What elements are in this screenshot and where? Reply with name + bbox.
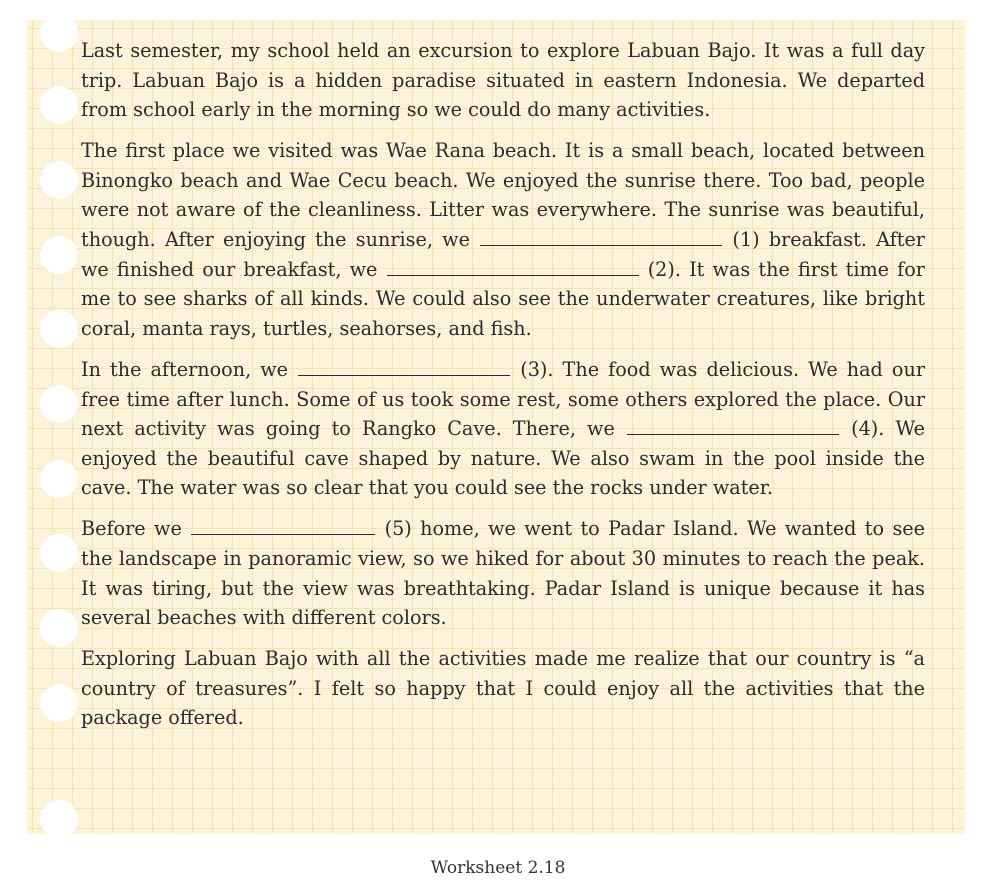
paragraph-3 xyxy=(81,355,925,503)
binder-hole xyxy=(40,609,78,647)
binder-hole xyxy=(40,684,78,722)
paragraph-4 xyxy=(81,514,925,632)
binder-hole xyxy=(40,14,78,52)
text-segment: (1) breakfast. After we finished our breakfast, we xyxy=(81,228,925,281)
worksheet-paper xyxy=(27,20,965,834)
paragraph-1: Last semester, my school held an excursion to explore Labuan Bajo. It was a full day trip. Labuan Bajo is a hidden paradise situated in eastern Indonesia. We departed from school early in the morning so we could do many activities. xyxy=(81,39,925,122)
text-segment: The first place we visited was Wae Rana beach. It is a small beach, located between Binongko beach and Wae Cecu beach. We enjoyed the sunrise there. Too bad, people were not aware of the cleanliness. Litter was everywhere. The sunrise was beautiful, though. After enjoying the sunrise, we xyxy=(81,139,925,252)
text-segment: In the afternoon, we xyxy=(81,357,289,381)
binder-hole xyxy=(40,86,78,124)
paragraph-5: Exploring Labuan Bajo with all the activities made me realize that our country is “a country of treasures”. I felt so happy that I could enjoy all the activities that the package offered. xyxy=(81,647,925,730)
binder-hole xyxy=(40,385,78,423)
blank-5-field[interactable] xyxy=(191,515,375,535)
binder-hole xyxy=(40,161,78,199)
binder-hole xyxy=(40,310,78,348)
text-segment: (5) home, we went to Padar Island. We wanted to see the landscape in panoramic view, so we hiked for about 30 minutes to reach the peak. It was tiring, but the view was breathtaking. Padar Island is unique because it has several beaches with different colors. xyxy=(81,517,926,630)
binder-hole xyxy=(40,534,78,572)
text-segment: (4). We enjoyed the beautiful cave shaped by nature. We also swam in the pool inside the cave. The water was so clear that you could see the rocks under water. xyxy=(81,417,925,500)
recount-text xyxy=(81,36,925,745)
blank-4-field[interactable] xyxy=(627,415,839,435)
binder-holes xyxy=(27,20,87,834)
paragraph-2 xyxy=(81,136,925,343)
blank-1-field[interactable] xyxy=(480,226,722,246)
blank-2-field[interactable] xyxy=(387,256,639,276)
text-segment: (3). The food was delicious. We had our free time after lunch. Some of us took some rest, some others explored the place. Our next activity was going to Rangko Cave. There, we xyxy=(81,357,925,441)
worksheet-caption: Worksheet 2.18 xyxy=(430,858,566,878)
text-segment: Before we xyxy=(81,517,182,541)
binder-hole xyxy=(40,236,78,274)
text-segment: (2). It was the first time for me to see sharks of all kinds. We could also see the underwater creatures, like bright coral, manta rays, turtles, seahorses, and fish. xyxy=(81,257,925,340)
binder-hole xyxy=(40,800,78,838)
blank-3-field[interactable] xyxy=(298,356,510,376)
binder-hole xyxy=(40,460,78,498)
